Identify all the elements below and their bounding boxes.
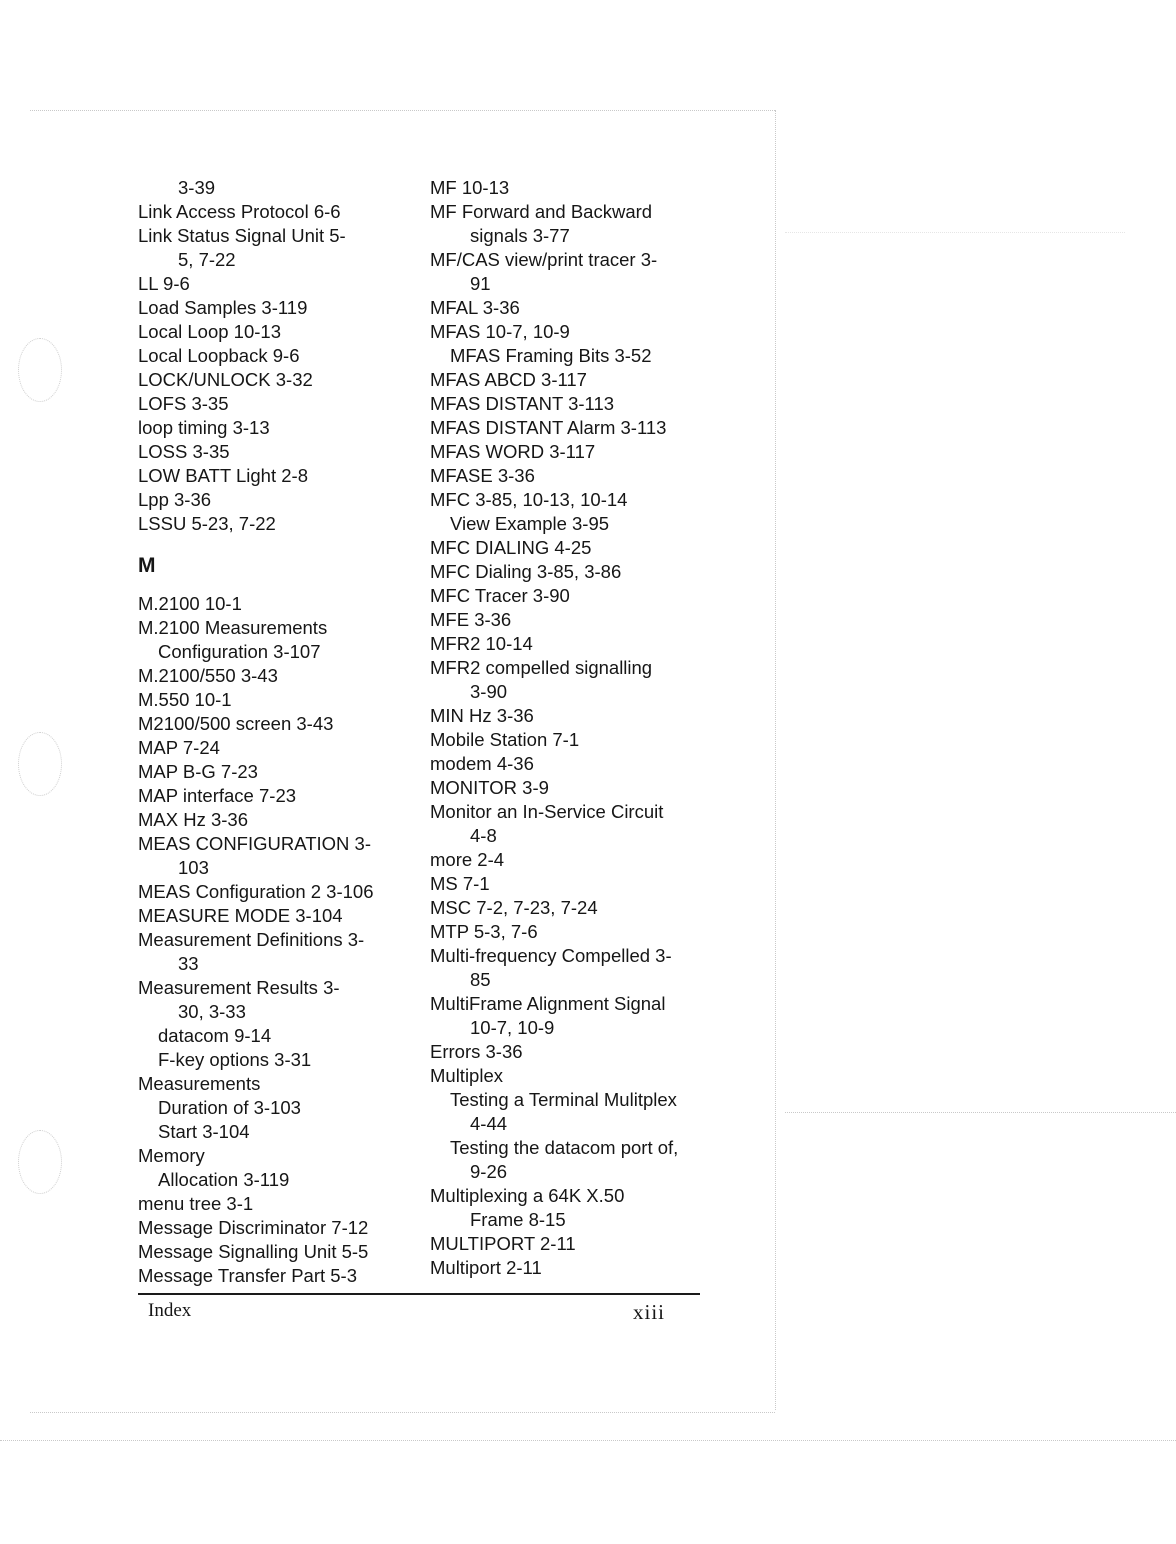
index-entry: MFC Dialing 3-85, 3-86 xyxy=(430,561,622,582)
scan-border-right xyxy=(775,110,776,1410)
index-entry: Multiplexing a 64K X.50 xyxy=(430,1185,625,1206)
index-entry: Measurements xyxy=(138,1073,261,1094)
index-entry: MF Forward and Backward xyxy=(430,201,653,222)
index-entry: 3-90 xyxy=(470,681,508,702)
index-entry: LL 9-6 xyxy=(138,273,190,294)
index-entry: Multiplex xyxy=(430,1065,503,1086)
index-entry: 91 xyxy=(470,273,491,294)
index-entry: MS 7-1 xyxy=(430,873,490,894)
index-entry: Mobile Station 7-1 xyxy=(430,729,580,750)
index-entry: MAP 7-24 xyxy=(138,737,220,758)
scan-line-bottom xyxy=(0,1440,1176,1441)
index-entry: MF/CAS view/print tracer 3- xyxy=(430,249,658,270)
punch-hole-2 xyxy=(18,732,62,796)
footer-rule xyxy=(138,1293,700,1295)
index-entry: MIN Hz 3-36 xyxy=(430,705,534,726)
index-entry: 103 xyxy=(178,857,209,878)
index-entry: modem 4-36 xyxy=(430,753,534,774)
index-entry: MFC DIALING 4-25 xyxy=(430,537,592,558)
index-entry: M.550 10-1 xyxy=(138,689,232,710)
index-entry: LOFS 3-35 xyxy=(138,393,229,414)
index-entry: MAP B-G 7-23 xyxy=(138,761,258,782)
index-entry: MFAS DISTANT Alarm 3-113 xyxy=(430,417,667,438)
index-entry: LSSU 5-23, 7-22 xyxy=(138,513,276,534)
index-entry: LOW BATT Light 2-8 xyxy=(138,465,308,486)
index-entry: M.2100 Measurements xyxy=(138,617,328,638)
index-entry: M.2100/550 3-43 xyxy=(138,665,278,686)
index-entry: MF 10-13 xyxy=(430,177,510,198)
scan-border-top xyxy=(30,110,775,111)
index-entry: Duration of 3-103 xyxy=(158,1097,301,1118)
scan-border-bottom xyxy=(30,1412,775,1413)
index-letter-heading: M xyxy=(138,554,156,577)
index-entry: Allocation 3-119 xyxy=(158,1169,290,1190)
index-entry: 3-39 xyxy=(178,177,216,198)
index-entry: 9-26 xyxy=(470,1161,508,1182)
index-entry: MTP 5-3, 7-6 xyxy=(430,921,538,942)
index-entry: Measurement Definitions 3- xyxy=(138,929,365,950)
index-entry: 5, 7-22 xyxy=(178,249,236,270)
index-column-left xyxy=(138,176,418,1288)
index-entry: MSC 7-2, 7-23, 7-24 xyxy=(430,897,598,918)
index-entry: MFAS DISTANT 3-113 xyxy=(430,393,615,414)
index-entry: MFAS 10-7, 10-9 xyxy=(430,321,570,342)
punch-hole-1 xyxy=(18,338,62,402)
scan-line-right-upper xyxy=(785,232,1125,233)
index-entry: more 2-4 xyxy=(430,849,505,870)
index-entry: M.2100 10-1 xyxy=(138,593,242,614)
index-entry: 10-7, 10-9 xyxy=(470,1017,555,1038)
index-entry: MONITOR 3-9 xyxy=(430,777,549,798)
index-entry: MFC Tracer 3-90 xyxy=(430,585,570,606)
index-entry: Local Loop 10-13 xyxy=(138,321,281,342)
index-entry: 4-44 xyxy=(470,1113,508,1134)
index-entry: MFASE 3-36 xyxy=(430,465,535,486)
index-entry: datacom 9-14 xyxy=(158,1025,272,1046)
index-entry: Memory xyxy=(138,1145,205,1166)
index-entry: Load Samples 3-119 xyxy=(138,297,308,318)
index-entry: 4-8 xyxy=(470,825,497,846)
index-entry: 33 xyxy=(178,953,199,974)
index-entry: Errors 3-36 xyxy=(430,1041,523,1062)
index-entry: MFR2 10-14 xyxy=(430,633,533,654)
index-entry: F-key options 3-31 xyxy=(158,1049,312,1070)
index-entry: MFAS ABCD 3-117 xyxy=(430,369,587,390)
index-entry: Message Transfer Part 5-3 xyxy=(138,1265,358,1286)
index-entry: LOSS 3-35 xyxy=(138,441,230,462)
index-entry: Measurement Results 3- xyxy=(138,977,340,998)
index-entry: 85 xyxy=(470,969,491,990)
index-entry: MAP interface 7-23 xyxy=(138,785,297,806)
footer-page-number: xiii xyxy=(633,1300,666,1324)
scan-line-right xyxy=(785,1112,1176,1113)
index-entry: Monitor an In-Service Circuit xyxy=(430,801,664,822)
index-entry: MFE 3-36 xyxy=(430,609,512,630)
index-entry: MultiFrame Alignment Signal xyxy=(430,993,666,1014)
index-entry: signals 3-77 xyxy=(470,225,570,246)
index-entry: MFAL 3-36 xyxy=(430,297,520,318)
index-entry: Message Discriminator 7-12 xyxy=(138,1217,369,1238)
index-entry: Frame 8-15 xyxy=(470,1209,566,1230)
index-entry: Multiport 2-11 xyxy=(430,1257,542,1278)
index-entry: MEAS Configuration 2 3-106 xyxy=(138,881,374,902)
index-entry: View Example 3-95 xyxy=(450,513,610,534)
index-entry: Link Access Protocol 6-6 xyxy=(138,201,341,222)
index-entry: MFC 3-85, 10-13, 10-14 xyxy=(430,489,628,510)
index-entry: Testing a Terminal Mulitplex xyxy=(450,1089,677,1110)
index-entry: MULTIPORT 2-11 xyxy=(430,1233,576,1254)
index-entry: Configuration 3-107 xyxy=(158,641,321,662)
index-entry: loop timing 3-13 xyxy=(138,417,270,438)
index-entry: Message Signalling Unit 5-5 xyxy=(138,1241,369,1262)
footer-section-label: Index xyxy=(148,1300,192,1321)
index-entry: LOCK/UNLOCK 3-32 xyxy=(138,369,313,390)
index-entry: MAX Hz 3-36 xyxy=(138,809,249,830)
index-column-right xyxy=(430,176,720,1280)
index-entry: MEASURE MODE 3-104 xyxy=(138,905,343,926)
index-entry: M2100/500 screen 3-43 xyxy=(138,713,334,734)
index-entry: MFR2 compelled signalling xyxy=(430,657,653,678)
index-entry: menu tree 3-1 xyxy=(138,1193,254,1214)
index-entry: Link Status Signal Unit 5- xyxy=(138,225,346,246)
index-entry: Testing the datacom port of, xyxy=(450,1137,679,1158)
index-entry: 30, 3-33 xyxy=(178,1001,246,1022)
index-entry: MEAS CONFIGURATION 3- xyxy=(138,833,371,854)
index-entry: Local Loopback 9-6 xyxy=(138,345,300,366)
index-entry: Lpp 3-36 xyxy=(138,489,212,510)
index-entry: Multi-frequency Compelled 3- xyxy=(430,945,672,966)
index-entry: Start 3-104 xyxy=(158,1121,250,1142)
index-entry: MFAS WORD 3-117 xyxy=(430,441,596,462)
punch-hole-3 xyxy=(18,1130,62,1194)
index-entry: MFAS Framing Bits 3-52 xyxy=(450,345,652,366)
